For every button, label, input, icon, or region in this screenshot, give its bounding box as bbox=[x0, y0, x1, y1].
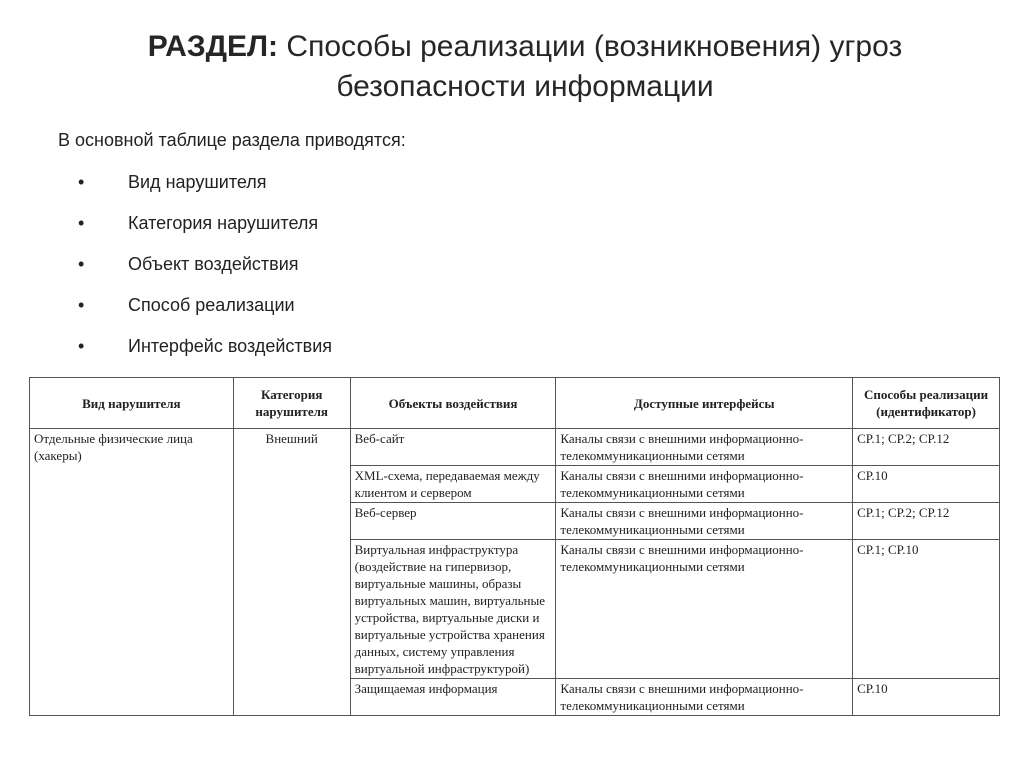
bullet-text: Способ реализации bbox=[128, 295, 295, 315]
cell-interface: Каналы связи с внешними информационно-телекоммуникационными сетями bbox=[556, 679, 853, 716]
intro-text: В основной таблице раздела приводятся: bbox=[58, 130, 406, 150]
cell-methods: СР.1; СР.2; СР.12 bbox=[853, 503, 1000, 540]
table-row bbox=[30, 429, 1000, 466]
bullet-text: Объект воздействия bbox=[128, 254, 299, 274]
header-methods: Способы реализации (идентификатор) bbox=[853, 378, 1000, 429]
title-prefix: РАЗДЕЛ: bbox=[147, 30, 279, 63]
cell-category: Внешний bbox=[233, 429, 350, 716]
bullet-icon: • bbox=[78, 254, 85, 274]
cell-object: XML-схема, передаваемая между клиентом и сервером bbox=[350, 466, 556, 503]
bullet-icon: • bbox=[78, 213, 85, 233]
cell-methods: СР.1; СР.2; СР.12 bbox=[853, 429, 1000, 466]
bullet-icon: • bbox=[78, 295, 85, 315]
cell-violator: Отдельные физические лица (хакеры) bbox=[30, 429, 234, 716]
slide-title bbox=[80, 27, 970, 107]
cell-interface: Каналы связи с внешними информационно-телекоммуникационными сетями bbox=[556, 429, 853, 466]
cell-object: Виртуальная инфраструктура (воздействие на гипервизор, виртуальные машины, образы виртуальных машин, виртуальные устройства, виртуальные диски и виртуальные устройства хранения данных, систему управления виртуальной инфраструктурой) bbox=[350, 540, 556, 679]
cell-methods: СР.10 bbox=[853, 679, 1000, 716]
cell-interface: Каналы связи с внешними информационно-телекоммуникационными сетями bbox=[556, 466, 853, 503]
cell-object: Защищаемая информация bbox=[350, 679, 556, 716]
threats-table bbox=[29, 377, 1000, 716]
bullet-icon: • bbox=[78, 172, 85, 192]
cell-object: Веб-сервер bbox=[350, 503, 556, 540]
cell-methods: СР.1; СР.10 bbox=[853, 540, 1000, 679]
cell-interface: Каналы связи с внешними информационно-телекоммуникационными сетями bbox=[556, 503, 853, 540]
bullet-text: Вид нарушителя bbox=[128, 172, 267, 192]
bullet-text: Интерфейс воздействия bbox=[128, 336, 333, 356]
cell-object: Веб-сайт bbox=[350, 429, 556, 466]
bullet-text: Категория нарушителя bbox=[128, 213, 319, 233]
bullet-icon: • bbox=[78, 336, 85, 356]
header-violator: Вид нарушителя bbox=[30, 378, 234, 429]
header-objects: Объекты воздействия bbox=[350, 378, 556, 429]
cell-methods: СР.10 bbox=[853, 466, 1000, 503]
header-category: Категория нарушителя bbox=[233, 378, 350, 429]
header-interfaces: Доступные интерфейсы bbox=[556, 378, 853, 429]
cell-interface: Каналы связи с внешними информационно-телекоммуникационными сетями bbox=[556, 540, 853, 679]
table-header-row bbox=[30, 378, 1000, 429]
title-text: Способы реализации (возникновения) угроз безопасности информации bbox=[286, 30, 903, 103]
